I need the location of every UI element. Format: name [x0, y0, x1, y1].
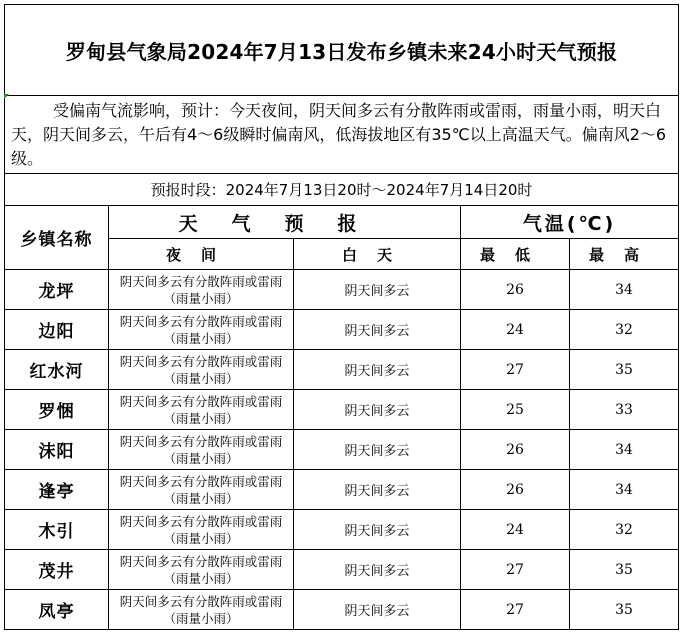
- high-temperature: 33: [570, 390, 679, 430]
- day-forecast: 阴天间多云: [294, 270, 461, 310]
- header-night: 夜间: [109, 239, 294, 270]
- forecast-period: 预报时段：2024年7月13日20时～2024年7月14日20时: [5, 174, 679, 206]
- day-forecast: 阴天间多云: [294, 310, 461, 350]
- town-name: 罗悃: [5, 390, 109, 430]
- forecast-rows: [5, 270, 679, 630]
- table-row: [5, 270, 679, 310]
- high-temperature: 35: [570, 550, 679, 590]
- low-temperature: 26: [461, 430, 570, 470]
- town-name: 沫阳: [5, 430, 109, 470]
- page-title: 罗甸县气象局2024年7月13日发布乡镇未来24小时天气预报: [5, 5, 679, 96]
- day-forecast: 阴天间多云: [294, 550, 461, 590]
- forecast-summary: [5, 96, 679, 174]
- town-name: 边阳: [5, 310, 109, 350]
- day-forecast: 阴天间多云: [294, 510, 461, 550]
- high-temperature: 35: [570, 350, 679, 390]
- town-name: 逢亭: [5, 470, 109, 510]
- town-name: 凤亭: [5, 590, 109, 630]
- day-forecast: 阴天间多云: [294, 470, 461, 510]
- day-forecast: 阴天间多云: [294, 590, 461, 630]
- header-day: 白天: [294, 239, 461, 270]
- low-temperature: 27: [461, 550, 570, 590]
- table-row: [5, 510, 679, 550]
- high-temperature: 32: [570, 310, 679, 350]
- header-forecast: 天气预报: [109, 206, 461, 239]
- night-forecast: 阴天间多云有分散阵雨或雷雨（雨量小雨）: [109, 470, 294, 510]
- town-name: 茂井: [5, 550, 109, 590]
- table-row: [5, 470, 679, 510]
- night-forecast: 阴天间多云有分散阵雨或雷雨（雨量小雨）: [109, 310, 294, 350]
- low-temperature: 27: [461, 350, 570, 390]
- table-row: [5, 430, 679, 470]
- table-row: [5, 550, 679, 590]
- low-temperature: 25: [461, 390, 570, 430]
- high-temperature: 34: [570, 470, 679, 510]
- low-temperature: 26: [461, 270, 570, 310]
- day-forecast: 阴天间多云: [294, 390, 461, 430]
- night-forecast: 阴天间多云有分散阵雨或雷雨（雨量小雨）: [109, 430, 294, 470]
- day-forecast: 阴天间多云: [294, 350, 461, 390]
- town-name: 红水河: [5, 350, 109, 390]
- town-name: 龙坪: [5, 270, 109, 310]
- low-temperature: 26: [461, 470, 570, 510]
- night-forecast: 阴天间多云有分散阵雨或雷雨（雨量小雨）: [109, 550, 294, 590]
- night-forecast: 阴天间多云有分散阵雨或雷雨（雨量小雨）: [109, 390, 294, 430]
- night-forecast: 阴天间多云有分散阵雨或雷雨（雨量小雨）: [109, 510, 294, 550]
- table-row: [5, 590, 679, 630]
- high-temperature: 32: [570, 510, 679, 550]
- header-temperature: 气温(℃): [461, 206, 679, 239]
- forecast-summary-text: 受偏南气流影响，预计：今天夜间，阴天间多云有分散阵雨或雷雨，雨量小雨，明天白天，阴天间多云，午后有4～6级瞬时偏南风，低海拔地区有35℃以上高温天气。偏南风2～6级。: [11, 101, 667, 168]
- header-low: 最低: [461, 239, 570, 270]
- cell-marker: [4, 94, 9, 99]
- high-temperature: 34: [570, 430, 679, 470]
- high-temperature: 35: [570, 590, 679, 630]
- table-row: [5, 350, 679, 390]
- forecast-table: [4, 4, 679, 630]
- header-town: 乡镇名称: [5, 206, 109, 270]
- night-forecast: 阴天间多云有分散阵雨或雷雨（雨量小雨）: [109, 350, 294, 390]
- town-name: 木引: [5, 510, 109, 550]
- high-temperature: 34: [570, 270, 679, 310]
- night-forecast: 阴天间多云有分散阵雨或雷雨（雨量小雨）: [109, 590, 294, 630]
- low-temperature: 27: [461, 590, 570, 630]
- day-forecast: 阴天间多云: [294, 430, 461, 470]
- night-forecast: 阴天间多云有分散阵雨或雷雨（雨量小雨）: [109, 270, 294, 310]
- low-temperature: 24: [461, 510, 570, 550]
- header-high: 最高: [570, 239, 679, 270]
- table-row: [5, 390, 679, 430]
- low-temperature: 24: [461, 310, 570, 350]
- table-row: [5, 310, 679, 350]
